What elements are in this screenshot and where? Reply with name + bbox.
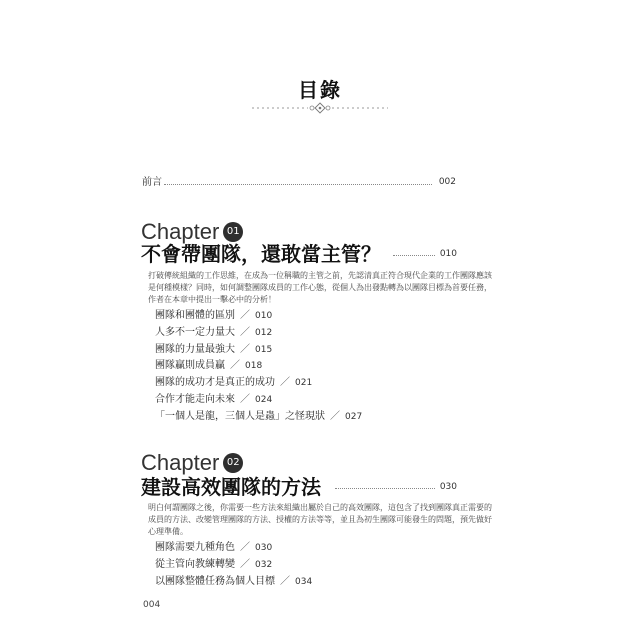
ornament-divider-icon — [248, 102, 392, 114]
toc-title: 目錄 — [298, 78, 342, 102]
section-page-number: 018 — [245, 361, 263, 372]
section-page-number: 024 — [255, 394, 273, 405]
chapter-word: Chapter — [141, 219, 220, 245]
leader-dots — [335, 488, 435, 489]
section-page-number: 027 — [345, 411, 363, 422]
section-page-number: 010 — [255, 311, 273, 321]
chapter-02-heading — [141, 450, 243, 475]
chapter-01-sections — [155, 308, 362, 426]
section-separator: ／ — [240, 326, 250, 338]
chapter-02-intro: 明白何謂團隊之後，你需要一些方法來組織出屬於自己的高效團隊，這包含了找到團隊真正需要的成員的方法、改變管理團隊的方法、授權的方法等等，並且為初生團隊可能發生的問題，預先做好心理準備。 — [148, 503, 492, 536]
preface-label: 前言 — [142, 177, 162, 188]
section-separator: ／ — [280, 377, 290, 389]
section-page-number: 034 — [295, 576, 313, 587]
section-title: 合作才能走向未來 — [155, 393, 235, 405]
section-separator: ／ — [240, 310, 250, 321]
chapter-page-number: 030 — [439, 482, 457, 492]
section-entry[interactable] — [155, 540, 312, 557]
chapter-01-intro: 打破傳統組織的工作思維，在成為一位稱職的主管之前，先認清真正符合現代企業的工作團隊應該是何種模樣？同時，如何調整團隊成員的工作心態，從個人為出發點轉為以團隊目標為首要任務，作者在本章中提出一擊必中的分析！ — [148, 271, 492, 304]
section-entry[interactable] — [155, 375, 362, 392]
chapter-number-badge: 02 — [223, 453, 243, 473]
section-entry[interactable] — [155, 342, 362, 359]
section-separator: ／ — [240, 343, 250, 355]
section-title: 團隊需要九種角色 — [155, 542, 235, 553]
section-page-number: 030 — [255, 543, 273, 553]
section-separator: ／ — [230, 360, 240, 372]
section-entry[interactable] — [155, 409, 362, 426]
chapter-01-title-entry[interactable] — [141, 241, 457, 267]
section-title: 團隊的力量最強大 — [155, 343, 235, 355]
section-entry[interactable] — [155, 392, 362, 409]
chapter-02-sections — [155, 540, 312, 590]
section-entry[interactable] — [155, 325, 362, 342]
preface-entry[interactable] — [142, 176, 456, 190]
chapter-word: Chapter — [141, 450, 220, 476]
section-separator: ／ — [280, 575, 290, 587]
section-page-number: 021 — [295, 378, 313, 389]
section-page-number: 012 — [255, 327, 273, 338]
preface-page-number: 002 — [438, 177, 456, 187]
section-title: 「一個人是龍，三個人是蟲」之怪現狀 — [155, 410, 325, 422]
leader-dots — [393, 255, 435, 256]
chapter-title: 建設高效團隊的方法 — [141, 475, 321, 499]
section-entry[interactable] — [155, 308, 362, 325]
section-title: 團隊贏則成員贏 — [155, 360, 225, 372]
section-page-number: 015 — [255, 344, 273, 355]
chapter-number-badge: 01 — [223, 222, 243, 242]
section-title: 以團隊整體任務為個人目標 — [155, 575, 275, 587]
chapter-page-number: 010 — [439, 249, 457, 259]
section-entry[interactable] — [155, 358, 362, 375]
page-folio-number: 004 — [143, 600, 161, 610]
section-separator: ／ — [240, 542, 250, 553]
chapter-02-title-entry[interactable] — [141, 474, 457, 500]
section-entry[interactable] — [155, 574, 312, 591]
chapter-title: 不會帶團隊，還敢當主管？ — [141, 242, 381, 266]
section-separator: ／ — [240, 393, 250, 405]
section-title: 人多不一定力量大 — [155, 326, 235, 338]
section-entry[interactable] — [155, 557, 312, 574]
section-title: 團隊和團體的區別 — [155, 310, 235, 321]
section-separator: ／ — [240, 558, 250, 570]
section-title: 團隊的成功才是真正的成功 — [155, 377, 275, 389]
leader-dots — [164, 184, 432, 185]
section-page-number: 032 — [255, 559, 273, 570]
section-title: 從主管向教練轉變 — [155, 558, 235, 570]
section-separator: ／ — [330, 410, 340, 422]
